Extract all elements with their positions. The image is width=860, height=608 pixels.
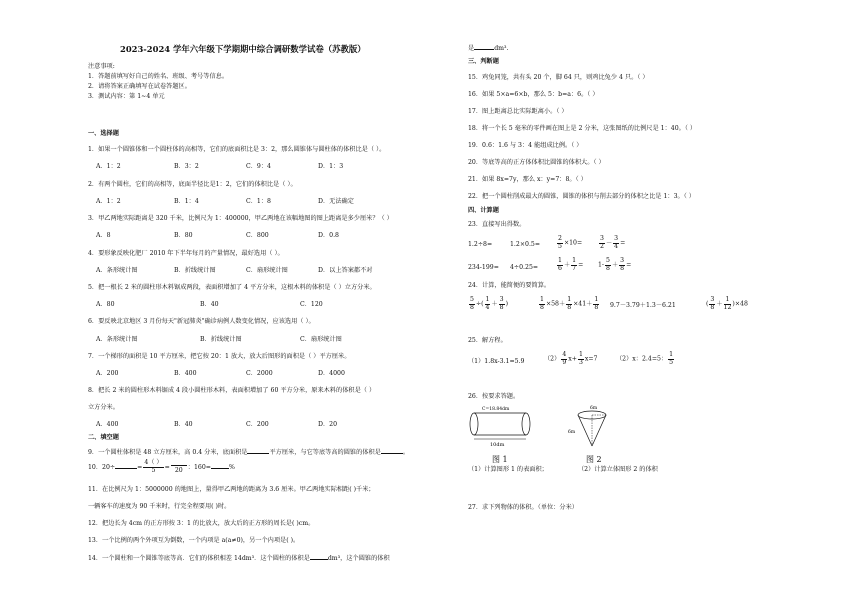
calc-item-24a: $\frac{5}{8}$ ÷( $\frac{1}{4}$ ＋ $\frac{3}{8}$ ): [470, 296, 509, 311]
fraction: [571, 258, 577, 272]
fraction: [499, 297, 505, 311]
q9-text-b: 平方厘米，与它等底等高的圆锥的体积是: [269, 449, 381, 456]
judge-item: 16．如果 5×a=6×b，那么 5：b=a：6。（ ）: [468, 91, 599, 98]
fraction-denominator: 12: [723, 303, 732, 311]
option: A．条形统计图: [96, 336, 138, 343]
fraction-numerator: 4: [562, 351, 567, 358]
fraction-denominator: 6: [558, 264, 562, 272]
question-text: 1．如果一个圆锥体和一个圆柱体的高相等，它们的底面积比是 3：2，那么圆锥体与圆柱体的体积比是（ ）。: [88, 146, 386, 153]
question-text: 25．解方程。: [468, 337, 507, 344]
fraction-denominator: 8: [606, 264, 610, 272]
fraction-numerator: 3: [600, 235, 604, 242]
sub-question-1: （1）计算图形 1 的表面积；: [468, 466, 548, 473]
fraction: [561, 352, 567, 366]
fraction: [724, 297, 732, 311]
fraction-denominator: 8: [710, 303, 715, 311]
fraction-numerator: 1: [572, 257, 577, 264]
q10-percent: %: [228, 463, 235, 471]
fraction: [593, 297, 599, 311]
fraction: [557, 258, 563, 272]
question-text: 27．求下列物体的体积。（单位：分米）: [468, 504, 578, 511]
calc-item: 4÷0.25=: [510, 264, 539, 271]
fraction-denominator: 4: [485, 303, 490, 311]
q14-continuation: [468, 44, 508, 52]
fraction: [709, 297, 715, 311]
equation-1: （1）1.8x-3.1=5.9: [468, 358, 525, 365]
answer-blank[interactable]: [474, 44, 494, 50]
judge-item: 19．0.6：1.6 与 3：4 能组成比例。（ ）: [468, 142, 583, 149]
calc-item: 1.2÷8=: [468, 241, 493, 248]
cylinder-figure: [468, 404, 538, 454]
q10-eq: =: [137, 463, 143, 471]
calc-item: 234-199=: [468, 264, 499, 271]
fraction: [578, 352, 584, 366]
option: A．1：2: [96, 163, 121, 170]
fraction: [605, 258, 611, 272]
note-item: 1．答题前填写好自己的姓名、班级、考号等信息。: [88, 73, 229, 80]
option: B．3：2: [174, 163, 199, 170]
fraction-numerator: 3: [710, 296, 715, 303]
section-heading-fill: 二、填空题: [88, 434, 119, 441]
option: A．1：2: [96, 198, 121, 205]
equation-3: [616, 352, 675, 366]
answer-blank[interactable]: [211, 463, 229, 469]
exam-title: 2023-2024 学年六年级下学期期中综合调研数学试卷（苏教版）: [120, 44, 366, 54]
fraction: [539, 297, 545, 311]
fraction-numerator: 3: [620, 257, 625, 264]
fraction-numerator: 2: [558, 235, 562, 242]
judge-item: 17．图上距离总比实际距离小。（ ）: [468, 108, 568, 115]
fraction-numerator: 1: [578, 351, 583, 358]
judge-item: 20．等底等高的正方体体积比圆锥的体积大。（ ）: [468, 159, 605, 166]
fraction-numerator: 4（ ）: [144, 459, 163, 467]
q10-text-d: ：160=: [187, 463, 211, 471]
fraction: [566, 297, 572, 311]
option: B．折线统计图: [174, 267, 216, 274]
q10-eq: =: [164, 463, 170, 471]
answer-blank[interactable]: [115, 463, 137, 469]
question-text: 13．一个比例的两个外项互为倒数，一个内项是 a(a≠0)，另一个内项是( )。: [88, 537, 300, 544]
equation-part: x+: [568, 355, 577, 363]
question-text: 8．把长 2 米的圆柱形木料锯成 4 段小圆柱形木料，表面积增加了 60 平方分米，原来木料的体积是（ ）: [88, 387, 376, 394]
question-text: 4．要形象反映化肥厂 2010 年下半年每月的产量情况，最好选用（ ）。: [88, 250, 284, 257]
calc-item-24b: $\frac{1}{8}$ ×58＋ $\frac{1}{8}$ ×41＋ $\frac{1}{8}$: [540, 296, 599, 311]
fraction-numerator: 1: [669, 351, 674, 358]
calc-item-24c: 9.7－3.79＋1.3－6.21: [610, 302, 676, 309]
fraction-numerator: 5: [606, 257, 610, 264]
figure-2-caption: 图 2: [586, 455, 602, 464]
fraction-numerator: 1: [485, 296, 490, 303]
option: B．1：4: [174, 198, 199, 205]
fraction: [619, 258, 625, 272]
fraction-numerator: 1: [558, 257, 562, 264]
equation-label: （2）: [544, 355, 561, 363]
calc-fraction-item: $\frac{3}{2}$ － $\frac{3}{4}$ =: [600, 235, 626, 250]
fraction-denominator: 5: [151, 466, 156, 474]
question-text-cont: 立方分米。: [88, 404, 119, 411]
option: C．9：4: [246, 163, 271, 170]
question-text: 2．有两个圆柱，它们的高相等，底面半径比是1：2，它们的体积比是（ ）。: [88, 181, 297, 188]
equation-2: [544, 352, 598, 366]
fraction-numerator: 1: [725, 296, 730, 303]
option: C．120: [300, 301, 323, 308]
calc-fraction-item: $\frac{2}{5}$ ×10=: [558, 235, 583, 250]
question-text: 5．把一根长 2 米的圆柱形木料锯成两段，表面积增加了 4 平方分米，这根木料的体积是（ ）立方分米。: [88, 284, 376, 291]
option: D．无法确定: [318, 198, 354, 205]
section-heading-judge: 三、判断题: [468, 58, 499, 65]
calc-fraction-item: $\frac{1}{6}$ ＋ $\frac{1}{7}$ =: [558, 257, 584, 272]
question-text: 3．甲乙两地实际距离是 320 千米，比例尺为 1：400000，甲乙两地在该幅地图的图上距离是多少厘米？（ ）: [88, 215, 393, 222]
option: D．1：3: [318, 163, 344, 170]
option: A．80: [96, 301, 115, 308]
option: B．80: [174, 232, 193, 239]
fraction: [485, 297, 491, 311]
option: C．2000: [246, 370, 273, 377]
fraction-denominator: 8: [499, 303, 504, 311]
q14-text-b: dm³，这个圆锥的体积: [327, 555, 390, 562]
question-text: 24．计算，能简便的要简算。: [468, 282, 551, 289]
answer-blank[interactable]: [247, 448, 269, 454]
fraction-denominator: 4: [614, 242, 619, 250]
question-text: 7．一个梯形的面积是 10 平方厘米，把它按 20：1 放大，放大后图形的面积是（ ）平方厘米。: [88, 353, 351, 360]
answer-blank[interactable]: [310, 554, 328, 560]
q10-fraction-2: [171, 460, 187, 475]
fraction-denominator: 8: [594, 303, 599, 311]
option: B．40: [200, 301, 219, 308]
judge-item: 21．如果 8x=7y，那么 x：y=7：8。（ ）: [468, 176, 587, 183]
q9-text: 9．一个圆柱体积是 48 立方厘米，高 0.4 分米，底面积是: [88, 449, 248, 456]
fraction-denominator: 3: [578, 358, 583, 366]
fraction-denominator: 8: [567, 303, 572, 311]
cone-height-label: 6m: [568, 430, 576, 435]
cylinder-length-label: 10dm: [490, 442, 505, 448]
question-text-cont: 一辆客车的速度为 90 千米时，行完全程要用( )时。: [88, 503, 231, 510]
option: B．40: [174, 421, 193, 428]
fraction-denominator: 9: [562, 358, 567, 366]
section-heading-calc: 四、计算题: [468, 207, 499, 214]
option: A．200: [96, 370, 119, 377]
fraction-denominator: 8: [540, 303, 544, 311]
q10-text: 10．20÷: [88, 463, 116, 471]
option: D．以上答案都不对: [318, 267, 373, 274]
option: A．8: [96, 232, 111, 239]
fraction-numerator: 1: [594, 296, 599, 303]
option: A．400: [96, 421, 119, 428]
cone-radius-label: 6m: [590, 406, 598, 411]
q14-text-c: 是: [468, 45, 475, 52]
option: D．0.8: [318, 232, 339, 239]
fraction-denominator: 7: [572, 264, 577, 272]
question-text: 9．一个圆柱体积是 48 立方厘米，高 0.4 分米，底面积是 平方厘米，与它等底等高的圆锥的体积是 。: [88, 449, 410, 456]
section-heading-choice: 一、选择题: [88, 130, 119, 137]
option: B．400: [174, 370, 197, 377]
fraction-numerator: 3: [499, 296, 504, 303]
question-text: 23．直接写出得数。: [468, 221, 526, 228]
fraction: [599, 236, 605, 250]
q10-fraction-1: [143, 460, 163, 474]
option: A．条形统计图: [96, 267, 138, 274]
fraction-denominator: 20: [174, 467, 183, 475]
judge-item: 15．鸡兔同笼，共有头 20 个，脚 64 只，则鸡比兔少 4 只。（ ）: [468, 74, 649, 81]
fraction-numerator: 3: [614, 235, 619, 242]
fraction: [668, 352, 674, 366]
option: D．20: [318, 421, 338, 428]
equation-label: （2）x：2.4=5：: [616, 355, 668, 363]
note-item: 3．测试内容：第 1~4 单元: [88, 93, 165, 100]
fraction: [613, 236, 619, 250]
question-text: 12．把边长为 4cm 的正方形按 3：1 的比放大，放大后的正方形的周长是( )cm。: [88, 520, 315, 527]
question-text: 26．按要求答题。: [468, 393, 520, 400]
cone-figure: [564, 404, 614, 454]
fraction-denominator: 5: [558, 242, 562, 250]
fraction-numerator-blank[interactable]: [171, 460, 187, 466]
option: C．800: [246, 232, 269, 239]
answer-blank[interactable]: [381, 448, 403, 454]
question-text: 11．在比例尺为 1：5000000 的地图上，量得甲乙两地的距离为 3.6 厘米。甲乙两地实际相距( )千米；: [88, 486, 375, 493]
option: B．折线统计图: [200, 336, 242, 343]
fraction: [469, 297, 475, 311]
question-text: [88, 554, 390, 562]
figure-1-caption: 图 1: [492, 455, 508, 464]
option: C．1：8: [246, 198, 271, 205]
option: C．200: [246, 421, 269, 428]
option: C．扇形统计图: [246, 267, 288, 274]
fraction-denominator: 8: [470, 303, 474, 311]
calc-item-24d: ( $\frac{3}{8}$ ＋ $\frac{1}{12}$ )×48: [706, 296, 748, 311]
fraction-numerator: 1: [540, 296, 544, 303]
fraction-denominator: 5: [669, 358, 674, 366]
option: D．4000: [318, 370, 345, 377]
fraction-denominator: 2: [600, 242, 604, 250]
fraction-denominator: 8: [620, 264, 625, 272]
q14-text-d: dm³.: [494, 45, 509, 52]
q14-text: 14．一个圆柱和一个圆锥等底等高．它们的体积相差 14dm³．这个圆柱的体积是: [88, 555, 310, 562]
fraction-numerator: 5: [470, 296, 474, 303]
fraction: [557, 236, 563, 250]
option: C．扇形统计图: [300, 336, 342, 343]
cylinder-circumference-label: C=18.84dm: [482, 407, 510, 412]
calc-item: 1.2×0.5=: [510, 241, 541, 248]
judge-item: 22．把一个圆柱削成最大的圆锥，圆锥的体积与削去部分的体积之比是 1：3。（ ）: [468, 193, 695, 200]
judge-item: 18．将一个长 5 毫米的零件画在图上是 2 分米，这张图纸的比例尺是 1：40。（ ）: [468, 125, 697, 132]
notes-header: 注意事项:: [88, 63, 115, 70]
question-text: 6．要反映北京地区 3 月份每天"新冠肺炎"确诊病例人数变化情况，应该选用（ ）。: [88, 318, 315, 325]
sub-question-2: （2）计算立体图形 2 的体积: [578, 466, 658, 473]
fraction-numerator: 1: [567, 296, 572, 303]
note-item: 2．请将答案正确填写在试卷答题区。: [88, 83, 191, 90]
calc-fraction-item: 1- $\frac{5}{8}$ ＋ $\frac{3}{8}$ =: [598, 257, 632, 272]
equation-part: x=7: [584, 355, 598, 363]
question-q10: [88, 460, 235, 475]
